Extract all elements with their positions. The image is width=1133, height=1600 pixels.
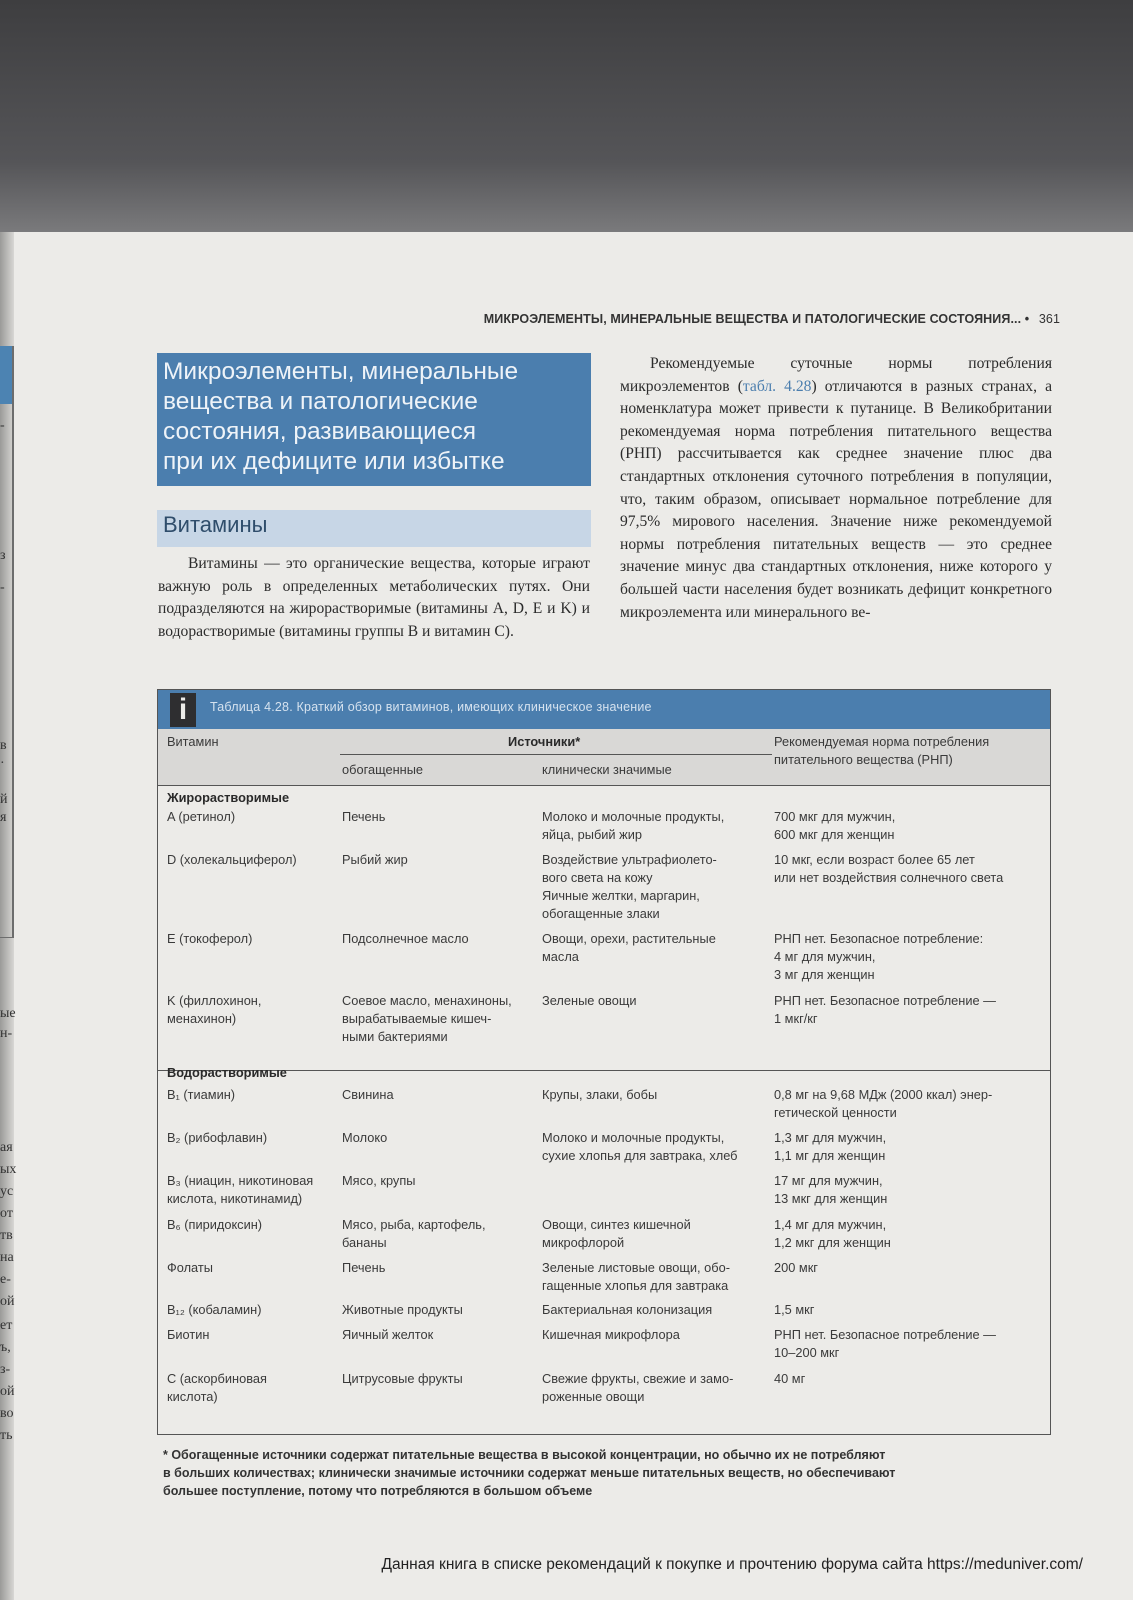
- table-cell-line: 600 мкг для женщин: [774, 827, 895, 842]
- table-cell-fortified: [342, 1326, 433, 1344]
- previous-page-fragment: з: [0, 548, 6, 563]
- table-cell-line: Биотин: [167, 1327, 210, 1342]
- previous-page-fragment: ой: [0, 1294, 15, 1309]
- table-cell-line: РНП нет. Безопасное потребление:: [774, 931, 984, 946]
- table-footnote: [163, 1446, 1043, 1500]
- table-cell-line: ными бактериями: [342, 1029, 448, 1044]
- table-cell-line: Свинина: [342, 1087, 394, 1102]
- table-cell-fortified: [342, 808, 385, 826]
- table-title: Таблица 4.28. Краткий обзор витаминов, имеющих клиническое значение: [210, 700, 652, 714]
- table-cell-vitamin: [167, 851, 297, 869]
- table-cell-line: 1,2 мкг для женщин: [774, 1235, 891, 1250]
- table-cell-line: масла: [542, 949, 579, 964]
- right-text-part: ) отличаются в разных странах, а номенклатура может привести к путанице. В Великобритании рекомендуемая норма потребления питательного вещества (РНП) рассчитывается как среднее значение плюс два стандартных отклонения суточного потребления в популяции, что, таким образом, описывает нормальное потребление для 97,5% мирового населения. Значение ниже рекомендуемой нормы потребления питательных веществ — это среднее значение минус два стандартных отклонения, ниже которого у большей части населения будет возникать дефицит конкретного микроэлемента или минерального ве-: [620, 377, 1052, 621]
- table-cell-line: Овощи, орехи, растительные: [542, 931, 716, 946]
- table-cell-line: Подсолнечное масло: [342, 931, 469, 946]
- table-cell-line: 13 мкг для женщин: [774, 1191, 888, 1206]
- table-cell-rni: [774, 992, 996, 1028]
- previous-page-fragment: в: [0, 738, 7, 753]
- table-cell-line: Рыбий жир: [342, 852, 408, 867]
- page-number: 361: [1038, 312, 1060, 326]
- table-cell-line: вого света на кожу: [542, 870, 653, 885]
- table-cell-rni: [774, 1326, 996, 1362]
- table-cell-rni: [774, 1086, 992, 1122]
- table-cell-rni: [774, 1370, 805, 1388]
- table-cell-line: 0,8 мг на 9,68 МДж (2000 ккал) энер-: [774, 1087, 993, 1102]
- table-cell-line: K (филлохинон,: [167, 993, 262, 1008]
- previous-page-fragment: ой: [0, 1384, 15, 1399]
- table-cell-line: Молоко: [342, 1130, 388, 1145]
- table-cell-line: A (ретинол): [167, 809, 236, 824]
- header-fortified: обогащенные: [342, 762, 424, 777]
- table-cell-rni: [774, 930, 983, 984]
- previous-page-fragment: ая: [0, 1140, 13, 1155]
- table-cell-line: Бактериальная колонизация: [542, 1302, 713, 1317]
- previous-page-fragment: н-: [0, 1026, 13, 1041]
- previous-page-box: [0, 346, 14, 938]
- previous-page-fragment: й: [0, 792, 8, 807]
- table-cell-fortified: [342, 851, 408, 869]
- table-cell-vitamin: [167, 1216, 262, 1234]
- chapter-banner: [157, 353, 591, 486]
- table-cell-clinical: [542, 992, 637, 1010]
- table-cell-line: яйца, рыбий жир: [542, 827, 642, 842]
- table-cell-line: бананы: [342, 1235, 387, 1250]
- group-separator: [158, 1070, 1050, 1071]
- section-heading: Витамины: [163, 512, 268, 537]
- table-cell-clinical: [542, 1370, 733, 1406]
- previous-page-bar: [0, 346, 12, 404]
- table-cell-line: Молоко и молочные продукты,: [542, 1130, 725, 1145]
- header-vitamin: Витамин: [167, 734, 219, 749]
- table-cell-clinical: [542, 1259, 730, 1295]
- table-cell-clinical: [542, 808, 724, 844]
- previous-page-fragment: ·: [0, 756, 5, 771]
- previous-page-fragment: я: [0, 810, 7, 825]
- table-cell-line: Овощи, синтез кишечной: [542, 1217, 691, 1232]
- table-cell-rni: [774, 851, 1003, 887]
- group-fat-soluble: Жирорастворимые: [167, 790, 290, 805]
- table-cell-line: Соевое масло, менахиноны,: [342, 993, 512, 1008]
- table-cell-line: 1,1 мг для женщин: [774, 1148, 886, 1163]
- table-cell-line: 1,4 мг для мужчин,: [774, 1217, 887, 1232]
- table-reference-link[interactable]: табл. 4.28: [742, 377, 812, 395]
- table-cell-rni: [774, 1129, 886, 1165]
- footnote-line: в больших количествах; клинически значимые источники содержат меньше питательных веществ, но обеспечивают: [163, 1466, 896, 1480]
- table-cell-line: Мясо, крупы: [342, 1173, 416, 1188]
- footnote-line: большее поступление, потому что потребляются в большом объеме: [163, 1484, 593, 1498]
- banner-line: вещества и патологические: [163, 388, 478, 415]
- running-head-bullet: •: [1024, 312, 1030, 326]
- left-column-text: Витамины — это органические вещества, которые играют важную роль в определенных метаболических путях. Они подразделяются на жирорастворимые (витамины A, D, E и K) и водорастворимые (витамины группы B и витамин C).: [158, 555, 590, 640]
- table-cell-fortified: [342, 1172, 415, 1190]
- table-cell-line: B₁₂ (кобаламин): [167, 1302, 262, 1317]
- vitamin-table: [157, 689, 1051, 1435]
- previous-page-fragment: е-: [0, 1272, 11, 1287]
- table-cell-line: РНП нет. Безопасное потребление —: [774, 1327, 996, 1342]
- table-cell-line: Крупы, злаки, бобы: [542, 1087, 658, 1102]
- group-water-soluble: Водорастворимые: [167, 1065, 287, 1080]
- table-cell-line: 700 мкг для мужчин,: [774, 809, 896, 824]
- table-cell-line: Молоко и молочные продукты,: [542, 809, 725, 824]
- table-cell-clinical: [542, 930, 716, 966]
- previous-page-fragment: з-: [0, 1362, 11, 1377]
- table-cell-vitamin: [167, 1086, 235, 1104]
- header-clinical: клинически значимые: [542, 762, 672, 777]
- table-cell-line: 10 мкг, если возраст более 65 лет: [774, 852, 975, 867]
- table-cell-line: Животные продукты: [342, 1302, 463, 1317]
- table-cell-vitamin: [167, 808, 235, 826]
- table-cell-line: B₃ (ниацин, никотиновая: [167, 1173, 314, 1188]
- header-rule: [340, 754, 772, 755]
- table-cell-fortified: [342, 930, 469, 948]
- table-cell-line: гащенные хлопья для завтрака: [542, 1278, 729, 1293]
- right-text-part: Рекомендуемые суточные нормы потребления микроэлементов (: [620, 355, 1052, 395]
- table-cell-fortified: [342, 992, 512, 1046]
- previous-page-fragment: ых: [0, 1162, 17, 1177]
- header-sources: Источники*: [508, 734, 581, 749]
- table-cell-fortified: [342, 1129, 387, 1147]
- table-cell-vitamin: [167, 1301, 262, 1319]
- table-cell-fortified: [342, 1301, 463, 1319]
- table-cell-vitamin: [167, 1326, 209, 1344]
- previous-page-fragment: тв: [0, 1228, 13, 1243]
- running-head-title: МИКРОЭЛЕМЕНТЫ, МИНЕРАЛЬНЫЕ ВЕЩЕСТВА И ПАТОЛОГИЧЕСКИЕ СОСТОЯНИЯ...: [483, 312, 1022, 326]
- table-cell-vitamin: [167, 1259, 213, 1277]
- table-cell-vitamin: [167, 992, 261, 1028]
- table-cell-line: Фолаты: [167, 1260, 213, 1275]
- table-cell-line: B₂ (рибофлавин): [167, 1130, 268, 1145]
- table-cell-fortified: [342, 1086, 394, 1104]
- table-cell-rni: [774, 1216, 891, 1252]
- previous-page-fragment: ые: [0, 1006, 16, 1021]
- table-cell-vitamin: [167, 930, 252, 948]
- previous-page-fragment: ть: [0, 1428, 13, 1443]
- table-cell-clinical: [542, 851, 717, 923]
- table-cell-line: 200 мкг: [774, 1260, 818, 1275]
- table-cell-clinical: [542, 1326, 680, 1344]
- table-cell-line: Печень: [342, 1260, 386, 1275]
- running-head: [340, 312, 1060, 326]
- table-cell-line: сухие хлопья для завтрака, хлеб: [542, 1148, 738, 1163]
- table-cell-line: Зеленые овощи: [542, 993, 637, 1008]
- table-cell-line: 1 мкг/кг: [774, 1011, 818, 1026]
- previous-page-fragment: -: [0, 580, 5, 595]
- header-rni: [774, 733, 989, 769]
- footnote-line: * Обогащенные источники содержат питательные вещества в высокой концентрации, но обычно их не потребляют: [163, 1448, 886, 1462]
- table-cell-line: 40 мг: [774, 1371, 806, 1386]
- previous-page-fragment: на: [0, 1250, 14, 1265]
- table-cell-line: 1,3 мг для мужчин,: [774, 1130, 887, 1145]
- previous-page-fragment: ет: [0, 1318, 13, 1333]
- previous-page-fragment: во: [0, 1406, 14, 1421]
- table-cell-clinical: [542, 1129, 738, 1165]
- table-cell-line: Воздействие ультрафиолето-: [542, 852, 717, 867]
- table-cell-line: менахинон): [167, 1011, 237, 1026]
- banner-line: при их дефиците или избытке: [163, 448, 505, 475]
- table-cell-clinical: [542, 1301, 712, 1319]
- table-cell-line: микрофлорой: [542, 1235, 625, 1250]
- table-cell-line: 4 мг для мужчин,: [774, 949, 876, 964]
- table-cell-line: вырабатываемые кишеч-: [342, 1011, 492, 1026]
- table-cell-line: роженные овощи: [542, 1389, 645, 1404]
- table-cell-line: C (аскорбиновая: [167, 1371, 267, 1386]
- table-cell-line: РНП нет. Безопасное потребление —: [774, 993, 996, 1008]
- table-cell-line: 3 мг для женщин: [774, 967, 875, 982]
- table-cell-line: 17 мг для мужчин,: [774, 1173, 883, 1188]
- table-cell-clinical: [542, 1216, 691, 1252]
- table-cell-rni: [774, 1172, 887, 1208]
- table-title-bar: [158, 690, 1050, 729]
- top-shadow: [0, 0, 1133, 232]
- table-cell-fortified: [342, 1259, 385, 1277]
- table-cell-line: D (холекальциферол): [167, 852, 297, 867]
- table-cell-vitamin: [167, 1172, 313, 1208]
- table-cell-clinical: [542, 1086, 657, 1104]
- previous-page-fragment: ус: [0, 1184, 14, 1199]
- table-cell-vitamin: [167, 1370, 267, 1406]
- table-cell-line: Цитрусовые фрукты: [342, 1371, 463, 1386]
- table-cell-rni: [774, 1301, 814, 1319]
- previous-page-fragment: от: [0, 1206, 13, 1221]
- table-cell-line: Яичный желток: [342, 1327, 434, 1342]
- table-cell-line: 10–200 мкг: [774, 1345, 840, 1360]
- table-cell-line: Свежие фрукты, свежие и замо-: [542, 1371, 734, 1386]
- table-cell-line: кислота, никотинамид): [167, 1191, 303, 1206]
- table-cell-line: кислота): [167, 1389, 218, 1404]
- table-cell-rni: [774, 808, 895, 844]
- table-cell-line: Мясо, рыба, картофель,: [342, 1217, 486, 1232]
- table-cell-line: Печень: [342, 809, 386, 824]
- table-cell-line: Зеленые листовые овощи, обо-: [542, 1260, 730, 1275]
- table-cell-line: E (токоферол): [167, 931, 253, 946]
- header-rni-line: Рекомендуемая норма потребления: [774, 734, 990, 749]
- info-icon: i: [170, 693, 196, 727]
- previous-page-fragment: -: [0, 418, 5, 433]
- banner-line: Микроэлементы, минеральные: [163, 358, 519, 385]
- table-cell-line: или нет воздействия солнечного света: [774, 870, 1004, 885]
- banner-line: состояния, развивающиеся: [163, 418, 476, 445]
- table-cell-line: B₆ (пиридоксин): [167, 1217, 263, 1232]
- previous-page-fragment: ъ,: [0, 1340, 11, 1355]
- table-cell-line: гетической ценности: [774, 1105, 897, 1120]
- table-cell-line: 1,5 мкг: [774, 1302, 815, 1317]
- table-cell-line: Кишечная микрофлора: [542, 1327, 680, 1342]
- table-cell-line: B₁ (тиамин): [167, 1087, 236, 1102]
- table-cell-fortified: [342, 1216, 486, 1252]
- watermark: Данная книга в списке рекомендаций к покупке и прочтению форума сайта https://meduniver.com/: [381, 1556, 1083, 1573]
- table-cell-rni: [774, 1259, 818, 1277]
- table-cell-fortified: [342, 1370, 463, 1388]
- table-cell-line: Яичные желтки, маргарин,: [542, 888, 700, 903]
- table-cell-line: обогащенные злаки: [542, 906, 660, 921]
- header-rni-line: питательного вещества (РНП): [774, 752, 953, 767]
- right-column-text: [620, 353, 1052, 624]
- table-cell-vitamin: [167, 1129, 267, 1147]
